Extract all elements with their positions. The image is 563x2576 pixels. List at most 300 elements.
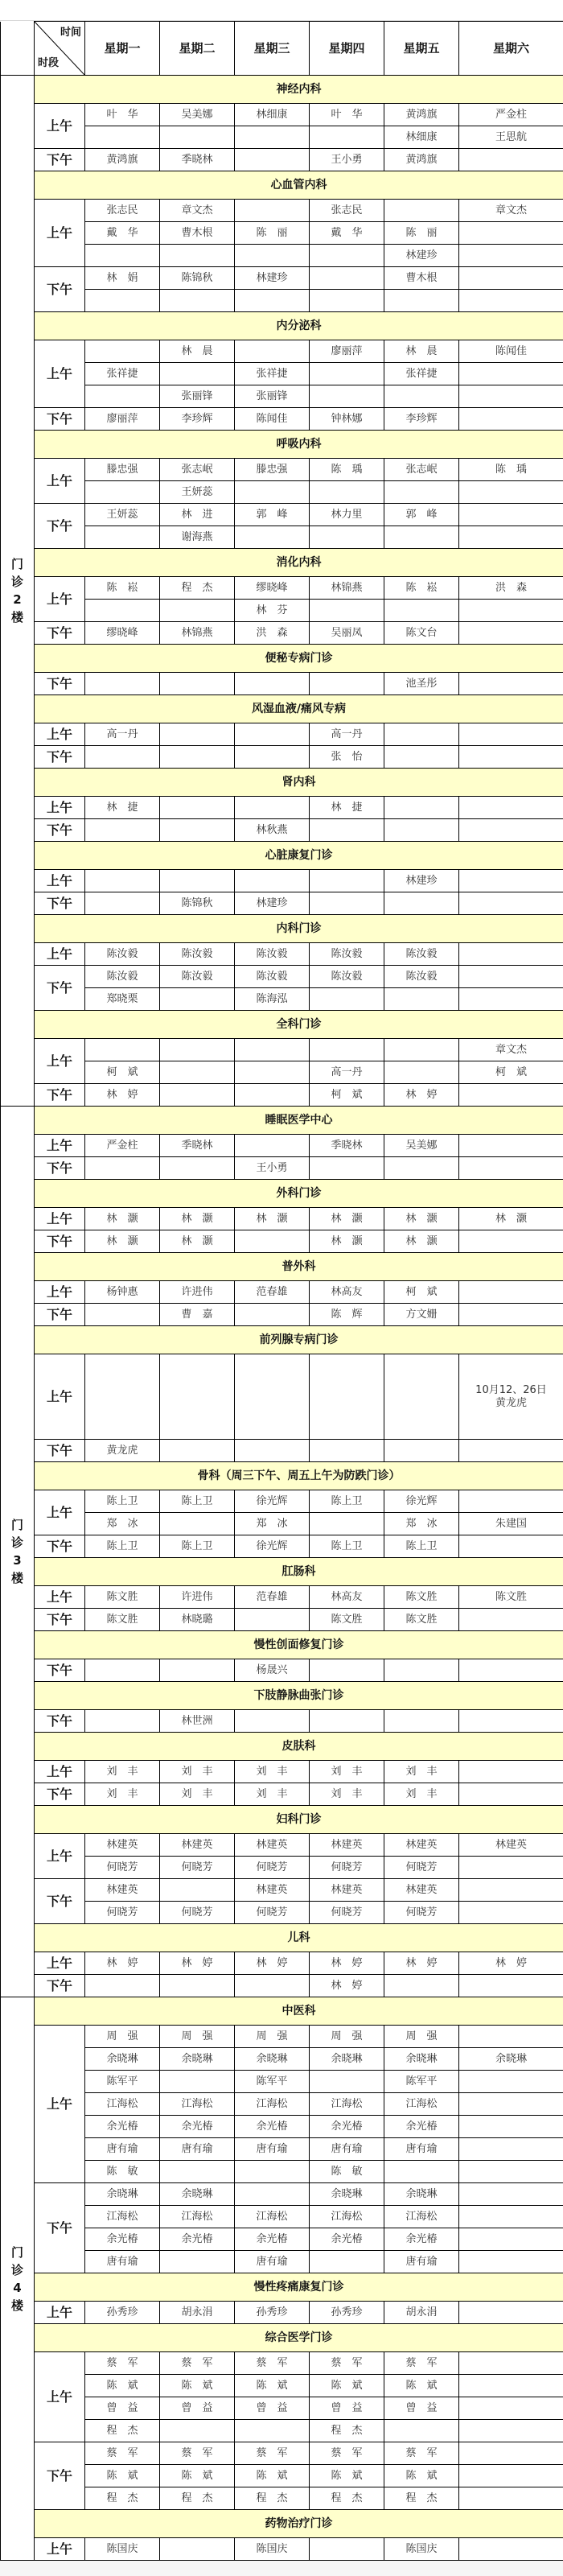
doctor-cell — [160, 2538, 235, 2561]
doctor-cell: 陈汝毅 — [310, 943, 384, 966]
doctor-cell: 何晓芳 — [85, 1857, 160, 1879]
doctor-cell — [459, 363, 563, 385]
doctor-cell: 林建英 — [235, 1834, 310, 1857]
period-label: 上午 — [35, 943, 85, 966]
schedule-row — [1, 1208, 563, 1230]
doctor-cell: 程 杰 — [160, 2487, 235, 2510]
period-label: 下午 — [35, 408, 85, 431]
doctor-cell: 林 灏 — [85, 1208, 160, 1230]
section-row — [1, 2273, 563, 2302]
doctor-cell: 林力里 — [310, 504, 384, 526]
period-label: 下午 — [35, 1535, 85, 1558]
doctor-cell: 曹木根 — [384, 267, 459, 290]
day-header-mon: 星期一 — [85, 22, 160, 76]
doctor-cell — [310, 1710, 384, 1733]
doctor-cell: 王小勇 — [310, 149, 384, 171]
doctor-cell: 陈军平 — [235, 2071, 310, 2093]
doctor-cell: 陈 敏 — [85, 2161, 160, 2183]
section-row — [1, 1558, 563, 1586]
doctor-cell — [310, 363, 384, 385]
doctor-cell: 林细康 — [235, 104, 310, 126]
schedule-row — [1, 481, 563, 504]
doctor-cell: 余光椿 — [85, 2116, 160, 2138]
doctor-cell: 周 强 — [310, 2026, 384, 2048]
doctor-cell — [235, 2420, 310, 2442]
section-title: 普外科 — [35, 1253, 563, 1281]
doctor-cell: 曹木根 — [160, 222, 235, 245]
section-row — [1, 549, 563, 577]
doctor-cell: 徐光辉 — [235, 1535, 310, 1558]
doctor-cell: 蔡 军 — [235, 2442, 310, 2465]
doctor-cell — [235, 1230, 310, 1253]
doctor-cell: 朱建国 — [459, 1513, 563, 1535]
doctor-cell: 陈文胜 — [85, 1609, 160, 1631]
doctor-cell — [459, 504, 563, 526]
doctor-cell: 孙秀珍 — [85, 2302, 160, 2324]
schedule-row — [1, 870, 563, 892]
schedule-row — [1, 2420, 563, 2442]
section-title: 内分泌科 — [35, 312, 563, 340]
doctor-cell: 杨晟兴 — [235, 1659, 310, 1682]
schedule-row — [1, 290, 563, 312]
period-label: 上午 — [35, 577, 85, 622]
doctor-cell — [235, 1440, 310, 1462]
section-title: 慢性创面修复门诊 — [35, 1631, 563, 1659]
doctor-cell: 10月12、26日 黄龙虎 — [459, 1354, 563, 1440]
doctor-cell: 林高友 — [310, 1586, 384, 1609]
section-title: 肾内科 — [35, 769, 563, 797]
doctor-cell: 陈国庆 — [85, 2538, 160, 2561]
doctor-cell: 孙秀珍 — [235, 2302, 310, 2324]
doctor-cell — [310, 819, 384, 842]
doctor-cell: 蔡 军 — [310, 2442, 384, 2465]
doctor-cell — [459, 723, 563, 746]
doctor-cell: 余光椿 — [85, 2228, 160, 2251]
doctor-cell — [85, 245, 160, 267]
spreadsheet-top-margin — [0, 0, 563, 21]
doctor-cell — [85, 481, 160, 504]
doctor-cell — [235, 723, 310, 746]
doctor-cell: 程 杰 — [160, 577, 235, 600]
doctor-cell: 刘 丰 — [160, 1761, 235, 1783]
period-label: 上午 — [35, 1761, 85, 1783]
doctor-cell — [384, 200, 459, 222]
doctor-cell: 林建珍 — [235, 267, 310, 290]
section-title: 骨科（周三下午、周五上午为防跌门诊） — [35, 1462, 563, 1490]
doctor-cell — [85, 1039, 160, 1061]
doctor-cell: 陈上卫 — [310, 1535, 384, 1558]
section-title: 睡眠医学中心 — [35, 1107, 563, 1135]
doctor-cell: 林 婷 — [160, 1952, 235, 1975]
doctor-cell — [459, 2251, 563, 2273]
doctor-cell: 陈汝毅 — [85, 943, 160, 966]
section-row — [1, 769, 563, 797]
doctor-cell — [235, 126, 310, 149]
day-header-fri: 星期五 — [384, 22, 459, 76]
period-label: 下午 — [35, 1879, 85, 1924]
period-label: 下午 — [35, 1084, 85, 1107]
doctor-cell: 程 杰 — [384, 2487, 459, 2510]
doctor-cell — [384, 723, 459, 746]
schedule-row — [1, 1440, 563, 1462]
period-label: 上午 — [35, 2352, 85, 2442]
schedule-row — [1, 2228, 563, 2251]
doctor-cell — [384, 2420, 459, 2442]
schedule-row — [1, 2206, 563, 2228]
doctor-cell: 柯 斌 — [85, 1061, 160, 1084]
doctor-cell: 季晓林 — [310, 1135, 384, 1157]
doctor-cell: 高一丹 — [310, 1061, 384, 1084]
doctor-cell: 江海松 — [235, 2206, 310, 2228]
section-row — [1, 915, 563, 943]
doctor-cell — [85, 1304, 160, 1326]
doctor-cell: 许进伟 — [160, 1281, 235, 1304]
schedule-row — [1, 1230, 563, 1253]
doctor-cell — [459, 2138, 563, 2161]
doctor-cell — [384, 988, 459, 1011]
doctor-cell: 刘 丰 — [235, 1783, 310, 1806]
doctor-cell — [160, 1157, 235, 1180]
doctor-cell: 陈汝毅 — [160, 943, 235, 966]
doctor-cell: 余晓琳 — [310, 2183, 384, 2206]
section-title: 下肢静脉曲张门诊 — [35, 1682, 563, 1710]
doctor-cell — [160, 2161, 235, 2183]
doctor-cell: 何晓芳 — [160, 1902, 235, 1924]
doctor-cell: 林建英 — [310, 1834, 384, 1857]
doctor-cell: 林锦燕 — [160, 622, 235, 645]
doctor-cell: 洪 森 — [459, 577, 563, 600]
doctor-cell — [235, 200, 310, 222]
doctor-cell: 叶 华 — [310, 104, 384, 126]
schedule-row — [1, 1609, 563, 1631]
doctor-cell: 陈汝毅 — [310, 966, 384, 988]
doctor-cell: 陈汝毅 — [235, 943, 310, 966]
doctor-cell — [459, 1902, 563, 1924]
doctor-cell: 曾 益 — [310, 2397, 384, 2420]
doctor-cell — [459, 2375, 563, 2397]
doctor-cell: 江海松 — [160, 2206, 235, 2228]
doctor-cell: 陈锦秋 — [160, 892, 235, 915]
doctor-cell — [459, 149, 563, 171]
schedule-row — [1, 1783, 563, 1806]
section-title: 前列腺专病门诊 — [35, 1326, 563, 1354]
schedule-row — [1, 2071, 563, 2093]
doctor-cell — [85, 126, 160, 149]
doctor-cell: 江海松 — [310, 2206, 384, 2228]
doctor-cell: 林 婷 — [85, 1952, 160, 1975]
doctor-cell — [160, 673, 235, 695]
doctor-cell — [459, 2420, 563, 2442]
doctor-cell: 余晓琳 — [384, 2183, 459, 2206]
doctor-cell: 李珍辉 — [160, 408, 235, 431]
schedule-row — [1, 2161, 563, 2183]
doctor-cell — [459, 2206, 563, 2228]
doctor-cell: 何晓芳 — [235, 1902, 310, 1924]
section-title: 心脏康复门诊 — [35, 842, 563, 870]
doctor-cell: 张志岷 — [384, 459, 459, 481]
doctor-cell: 吴美娜 — [160, 104, 235, 126]
doctor-cell — [384, 290, 459, 312]
period-label: 下午 — [35, 1230, 85, 1253]
doctor-cell — [459, 526, 563, 549]
doctor-cell: 林 灏 — [310, 1230, 384, 1253]
doctor-cell: 蔡 军 — [85, 2352, 160, 2375]
section-row — [1, 1107, 563, 1135]
doctor-cell — [310, 385, 384, 408]
doctor-cell: 林 晨 — [160, 340, 235, 363]
doctor-cell — [310, 600, 384, 622]
doctor-cell: 陈国庆 — [384, 2538, 459, 2561]
floor-label: 门诊2楼 — [1, 76, 35, 1107]
doctor-cell: 陈 斌 — [310, 2375, 384, 2397]
doctor-cell — [459, 2538, 563, 2561]
doctor-cell: 陈军平 — [85, 2071, 160, 2093]
doctor-cell — [459, 385, 563, 408]
doctor-cell: 陈 斌 — [384, 2375, 459, 2397]
doctor-cell — [459, 673, 563, 695]
doctor-cell: 陈 斌 — [384, 2465, 459, 2487]
schedule-row — [1, 149, 563, 171]
section-title: 风湿血液/痛风专病 — [35, 695, 563, 723]
floor-label: 门诊4楼 — [1, 1997, 35, 2561]
period-label: 下午 — [35, 622, 85, 645]
doctor-cell: 刘 丰 — [235, 1761, 310, 1783]
doctor-cell — [235, 481, 310, 504]
schedule-row — [1, 943, 563, 966]
period-label: 下午 — [35, 1157, 85, 1180]
schedule-row — [1, 1857, 563, 1879]
doctor-cell — [459, 2228, 563, 2251]
doctor-cell: 郭 峰 — [235, 504, 310, 526]
doctor-cell: 唐有瑜 — [384, 2138, 459, 2161]
schedule-row — [1, 673, 563, 695]
outpatient-schedule-table — [0, 21, 563, 2561]
schedule-row — [1, 2138, 563, 2161]
doctor-cell: 钟林娜 — [310, 408, 384, 431]
doctor-cell — [459, 290, 563, 312]
doctor-cell — [160, 1975, 235, 1997]
doctor-cell: 何晓芳 — [310, 1857, 384, 1879]
doctor-cell: 张祥捷 — [85, 363, 160, 385]
doctor-cell — [384, 797, 459, 819]
doctor-cell: 唐有瑜 — [235, 2251, 310, 2273]
floor-label: 门诊3楼 — [1, 1107, 35, 1997]
doctor-cell: 王妍蕊 — [85, 504, 160, 526]
period-label: 上午 — [35, 2302, 85, 2324]
schedule-row — [1, 2302, 563, 2324]
doctor-cell — [235, 1975, 310, 1997]
doctor-cell: 滕忠强 — [235, 459, 310, 481]
doctor-cell — [459, 1490, 563, 1513]
schedule-row — [1, 267, 563, 290]
period-label: 下午 — [35, 2183, 85, 2273]
doctor-cell: 柯 斌 — [310, 1084, 384, 1107]
doctor-cell — [384, 2161, 459, 2183]
schedule-row — [1, 1761, 563, 1783]
doctor-cell: 刘 丰 — [384, 1761, 459, 1783]
doctor-cell — [310, 1157, 384, 1180]
doctor-cell: 陈 斌 — [85, 2375, 160, 2397]
doctor-cell — [384, 481, 459, 504]
doctor-cell: 蔡 军 — [310, 2352, 384, 2375]
doctor-cell: 程 杰 — [85, 2487, 160, 2510]
section-row — [1, 695, 563, 723]
doctor-cell — [459, 2116, 563, 2138]
doctor-cell — [459, 408, 563, 431]
doctor-cell — [310, 673, 384, 695]
doctor-cell: 胡永涓 — [384, 2302, 459, 2324]
doctor-cell — [384, 1157, 459, 1180]
section-row — [1, 171, 563, 200]
schedule-row — [1, 1490, 563, 1513]
period-label: 上午 — [35, 2538, 85, 2561]
doctor-cell — [459, 2302, 563, 2324]
doctor-cell: 林 灏 — [235, 1208, 310, 1230]
doctor-cell: 章文杰 — [459, 200, 563, 222]
schedule-row — [1, 797, 563, 819]
doctor-cell: 林 婷 — [310, 1975, 384, 1997]
doctor-cell: 林 灏 — [459, 1208, 563, 1230]
doctor-cell: 洪 森 — [235, 622, 310, 645]
doctor-cell — [85, 1157, 160, 1180]
schedule-row — [1, 1586, 563, 1609]
doctor-cell — [459, 797, 563, 819]
doctor-cell: 刘 丰 — [160, 1783, 235, 1806]
doctor-cell — [85, 1659, 160, 1682]
doctor-cell: 陈军平 — [384, 2071, 459, 2093]
doctor-cell: 胡永涓 — [160, 2302, 235, 2324]
doctor-cell — [85, 290, 160, 312]
doctor-cell: 林建英 — [85, 1879, 160, 1902]
doctor-cell — [459, 2487, 563, 2510]
section-title: 药物治疗门诊 — [35, 2510, 563, 2538]
schedule-row — [1, 966, 563, 988]
doctor-cell — [459, 1157, 563, 1180]
section-row — [1, 1997, 563, 2026]
doctor-cell — [310, 2071, 384, 2093]
doctor-cell — [235, 673, 310, 695]
doctor-cell: 余晓琳 — [310, 2048, 384, 2071]
schedule-row — [1, 892, 563, 915]
schedule-row — [1, 2465, 563, 2487]
corner-header — [35, 22, 85, 76]
doctor-cell — [310, 245, 384, 267]
doctor-cell — [459, 2026, 563, 2048]
doctor-cell — [160, 988, 235, 1011]
section-title: 中医科 — [35, 1997, 563, 2026]
schedule-row — [1, 577, 563, 600]
period-label: 上午 — [35, 2026, 85, 2183]
doctor-cell: 林 婷 — [85, 1084, 160, 1107]
doctor-cell — [459, 1783, 563, 1806]
doctor-cell: 叶 华 — [85, 104, 160, 126]
doctor-cell: 林 灏 — [384, 1208, 459, 1230]
doctor-cell — [160, 723, 235, 746]
doctor-cell: 戴 华 — [85, 222, 160, 245]
doctor-cell — [459, 1535, 563, 1558]
doctor-cell: 陈 斌 — [160, 2375, 235, 2397]
doctor-cell: 江海松 — [85, 2206, 160, 2228]
doctor-cell: 郑晓栗 — [85, 988, 160, 1011]
doctor-cell — [160, 126, 235, 149]
doctor-cell: 曾 益 — [160, 2397, 235, 2420]
schedule-row — [1, 2375, 563, 2397]
doctor-cell: 余光椿 — [160, 2228, 235, 2251]
doctor-cell — [160, 819, 235, 842]
doctor-cell: 唐有瑜 — [310, 2138, 384, 2161]
doctor-cell: 林建英 — [310, 1879, 384, 1902]
doctor-cell: 郭 峰 — [384, 504, 459, 526]
doctor-cell: 刘 丰 — [310, 1783, 384, 1806]
period-label: 上午 — [35, 104, 85, 149]
schedule-row — [1, 988, 563, 1011]
doctor-cell — [459, 1975, 563, 1997]
doctor-cell: 刘 丰 — [310, 1761, 384, 1783]
schedule-row — [1, 2093, 563, 2116]
doctor-cell: 林 捷 — [310, 797, 384, 819]
doctor-cell — [459, 2071, 563, 2093]
doctor-cell: 陈 斌 — [160, 2465, 235, 2487]
doctor-cell — [384, 600, 459, 622]
doctor-cell: 何晓芳 — [160, 1857, 235, 1879]
doctor-cell: 李珍辉 — [384, 408, 459, 431]
schedule-row — [1, 723, 563, 746]
doctor-cell — [235, 1061, 310, 1084]
doctor-cell: 余光椿 — [160, 2116, 235, 2138]
period-label: 上午 — [35, 1354, 85, 1440]
schedule-row — [1, 526, 563, 549]
schedule-row — [1, 1710, 563, 1733]
doctor-cell: 章文杰 — [160, 200, 235, 222]
doctor-cell: 何晓芳 — [384, 1857, 459, 1879]
period-label: 下午 — [35, 746, 85, 769]
doctor-cell: 林建英 — [384, 1834, 459, 1857]
doctor-cell: 余光椿 — [310, 2116, 384, 2138]
doctor-cell: 张志民 — [310, 200, 384, 222]
section-row — [1, 1682, 563, 1710]
period-label: 上午 — [35, 870, 85, 892]
doctor-cell: 陈 斌 — [310, 2465, 384, 2487]
doctor-cell — [459, 1281, 563, 1304]
schedule-row — [1, 1513, 563, 1535]
doctor-cell — [160, 245, 235, 267]
schedule-row — [1, 385, 563, 408]
doctor-cell: 余晓琳 — [160, 2183, 235, 2206]
doctor-cell: 程 杰 — [310, 2487, 384, 2510]
schedule-row — [1, 1659, 563, 1682]
doctor-cell — [160, 870, 235, 892]
header-row — [1, 22, 563, 76]
day-header-thu: 星期四 — [310, 22, 384, 76]
doctor-cell: 王小勇 — [235, 1157, 310, 1180]
doctor-cell: 程 杰 — [85, 2420, 160, 2442]
doctor-cell — [235, 149, 310, 171]
doctor-cell: 郑 冰 — [85, 1513, 160, 1535]
doctor-cell: 滕忠强 — [85, 459, 160, 481]
doctor-cell — [160, 290, 235, 312]
doctor-cell: 余晓琳 — [160, 2048, 235, 2071]
period-label: 下午 — [35, 149, 85, 171]
section-title: 妇科门诊 — [35, 1806, 563, 1834]
section-title: 便秘专病门诊 — [35, 645, 563, 673]
doctor-cell — [459, 2397, 563, 2420]
section-row — [1, 312, 563, 340]
doctor-cell — [384, 1975, 459, 1997]
doctor-cell: 张祥捷 — [384, 363, 459, 385]
doctor-cell: 杨钟惠 — [85, 1281, 160, 1304]
section-row — [1, 842, 563, 870]
period-label: 上午 — [35, 1952, 85, 1975]
